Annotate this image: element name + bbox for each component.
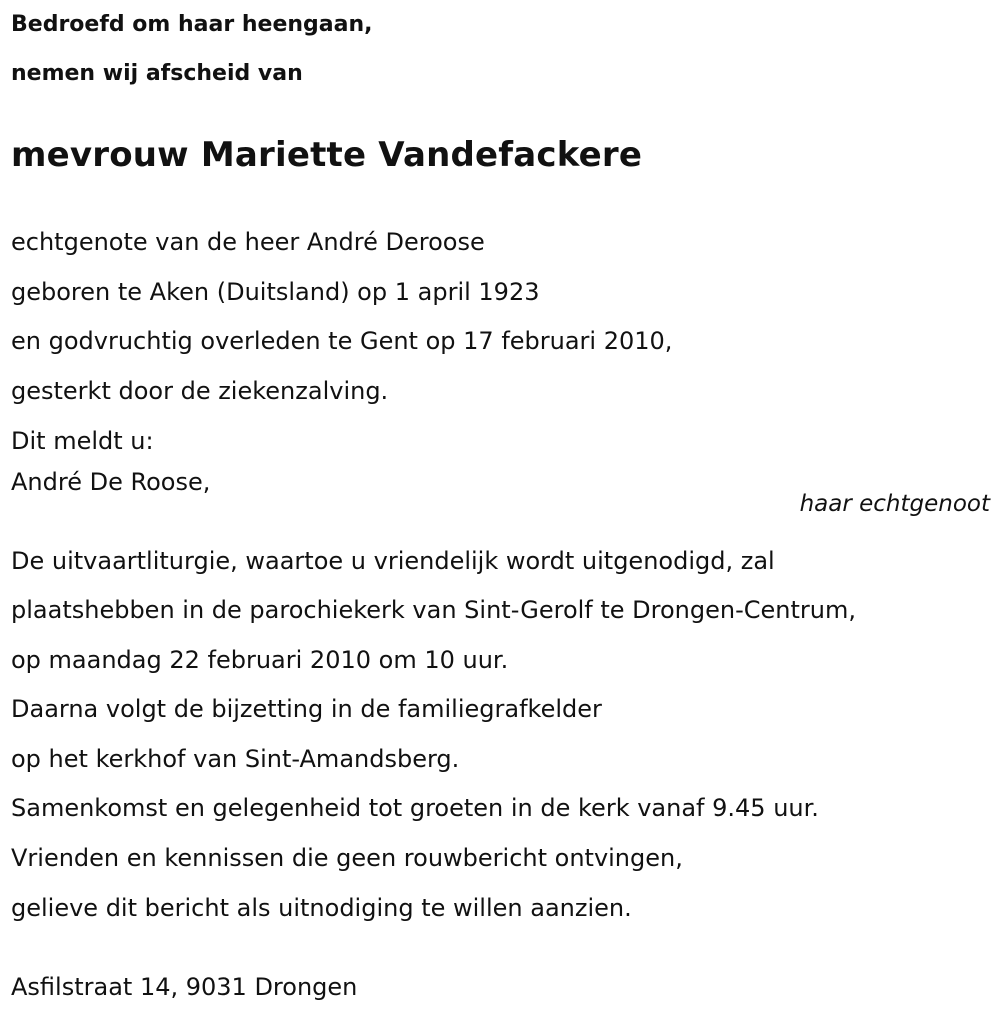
detail-spouse: echtgenote van de heer André Deroose	[11, 228, 485, 256]
funeral-line-5: op het kerkhof van Sint-Amandsberg.	[11, 745, 460, 773]
funeral-line-2: plaatshebben in de parochiekerk van Sint-Gerolf te Drongen-Centrum,	[11, 596, 856, 624]
announcement-label: Dit meldt u:	[11, 427, 154, 455]
address: Asfilstraat 14, 9031 Drongen	[11, 973, 358, 1001]
detail-death: en godvruchtig overleden te Gent op 17 februari 2010,	[11, 327, 673, 355]
intro-line-1: Bedroefd om haar heengaan,	[11, 12, 373, 37]
funeral-line-8: gelieve dit bericht als uitnodiging te willen aanzien.	[11, 894, 632, 922]
funeral-line-1: De uitvaartliturgie, waartoe u vriendelijk wordt uitgenodigd, zal	[11, 547, 775, 575]
funeral-line-7: Vrienden en kennissen die geen rouwbericht ontvingen,	[11, 844, 683, 872]
funeral-line-4: Daarna volgt de bijzetting in de familiegrafkelder	[11, 695, 602, 723]
detail-sacrament: gesterkt door de ziekenzalving.	[11, 377, 389, 405]
intro-line-2: nemen wij afscheid van	[11, 61, 303, 86]
funeral-line-3: op maandag 22 februari 2010 om 10 uur.	[11, 646, 509, 674]
deceased-name: mevrouw Mariette Vandefackere	[11, 135, 643, 175]
mourner-relation: haar echtgenoot	[799, 491, 990, 517]
detail-birth: geboren te Aken (Duitsland) op 1 april 1923	[11, 278, 540, 306]
funeral-line-6: Samenkomst en gelegenheid tot groeten in de kerk vanaf 9.45 uur.	[11, 794, 819, 822]
mourner-name: André De Roose,	[11, 468, 211, 496]
